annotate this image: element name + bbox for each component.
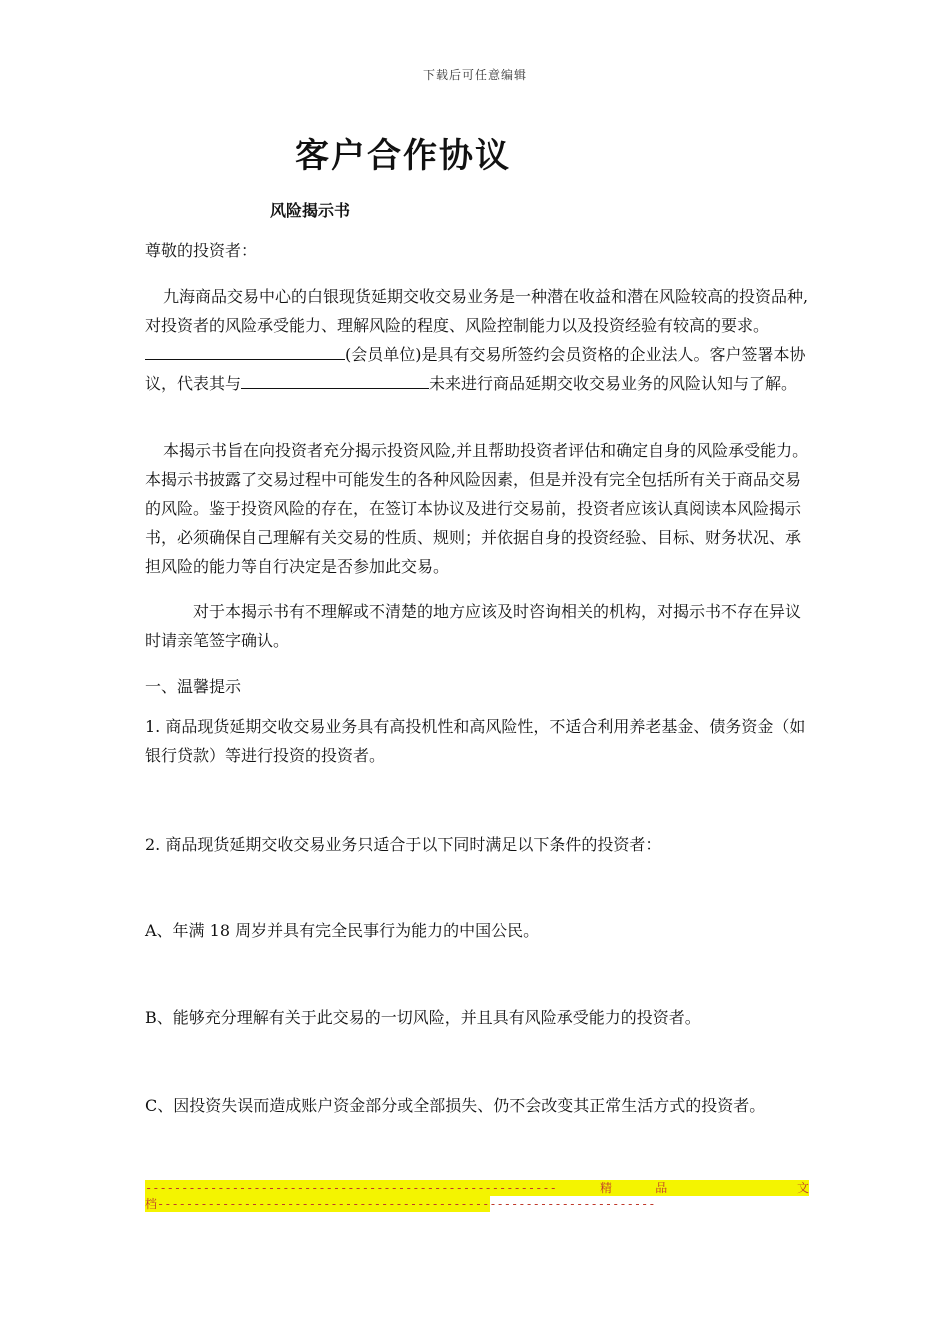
paragraph-purpose: 本揭示书旨在向投资者充分揭示投资风险,并且帮助投资者评估和确定自身的风险承受能力。本揭示书披露了交易过程中可能发生的各种风险因素，但是并没有完全包括所有关于商品交易的风险。鉴于投资风险的存在，在签订本协议及进行交易前，投资者应该认真阅读本风险揭示书，必须确保自己理解有关交易的性质、规则；并依据自身的投资经验、目标、财务状况、承担风险的能力等自行决定是否参加此交易。 <box>145 441 809 576</box>
paragraph-intro-part-a: 九海商品交易中心的白银现货延期交收交易业务是一种潜在收益和潜在风险较高的投资品种,对投资者的风险承受能力、理解风险的程度、风险控制能力以及投资经验有较高的要求。 <box>145 287 809 335</box>
footer-line-1 <box>145 1180 809 1196</box>
footer-line-2: 档--------------------------------------------------------------------- <box>145 1197 656 1211</box>
header-note: 下载后可任意编辑 <box>422 68 527 82</box>
document-subtitle: 风险揭示书 <box>270 201 351 220</box>
paragraph-intro-part-c: 未来进行商品延期交收交易业务的风险认知与了解。 <box>429 374 798 393</box>
tip-item-2: 2. 商品现货延期交收交易业务只适合于以下同时满足以下条件的投资者： <box>145 835 662 854</box>
paragraph-intro <box>145 282 810 398</box>
footer-char-2: 品 <box>655 1181 668 1195</box>
document-title: 客户合作协议 <box>295 136 511 176</box>
greeting: 尊敬的投资者： <box>145 241 258 260</box>
paragraph-confirm: 对于本揭示书有不理解或不清楚的地方应该及时咨询相关的机构，对揭示书不存在异议时请亲笔签字确认。 <box>145 602 802 650</box>
party-name-blank <box>241 370 429 389</box>
footer-dashes: --------------------------------------------------------- <box>145 1181 557 1195</box>
footer-watermark <box>145 1180 809 1212</box>
paragraph-intro-part-b: (会员单位)是具有交易所签约会员资格的企业法人。客户签署本协议，代表其与 <box>145 345 806 393</box>
member-unit-blank <box>145 341 345 360</box>
section-heading-tips: 一、温馨提示 <box>145 677 242 696</box>
condition-item-b: B、能够充分理解有关于此交易的一切风险，并且具有风险承受能力的投资者。 <box>145 1008 701 1027</box>
condition-item-a: A、年满 18 周岁并具有完全民事行为能力的中国公民。 <box>145 921 540 940</box>
footer-char-1: 精 <box>600 1181 613 1195</box>
condition-item-c: C、因投资失误而造成账户资金部分或全部损失、仍不会改变其正常生活方式的投资者。 <box>145 1096 766 1115</box>
tip-item-1: 1. 商品现货延期交收交易业务具有高投机性和高风险性，不适合利用养老基金、债务资金（如银行贷款）等进行投资的投资者。 <box>145 717 806 765</box>
footer-char-3: 文 <box>797 1181 810 1195</box>
